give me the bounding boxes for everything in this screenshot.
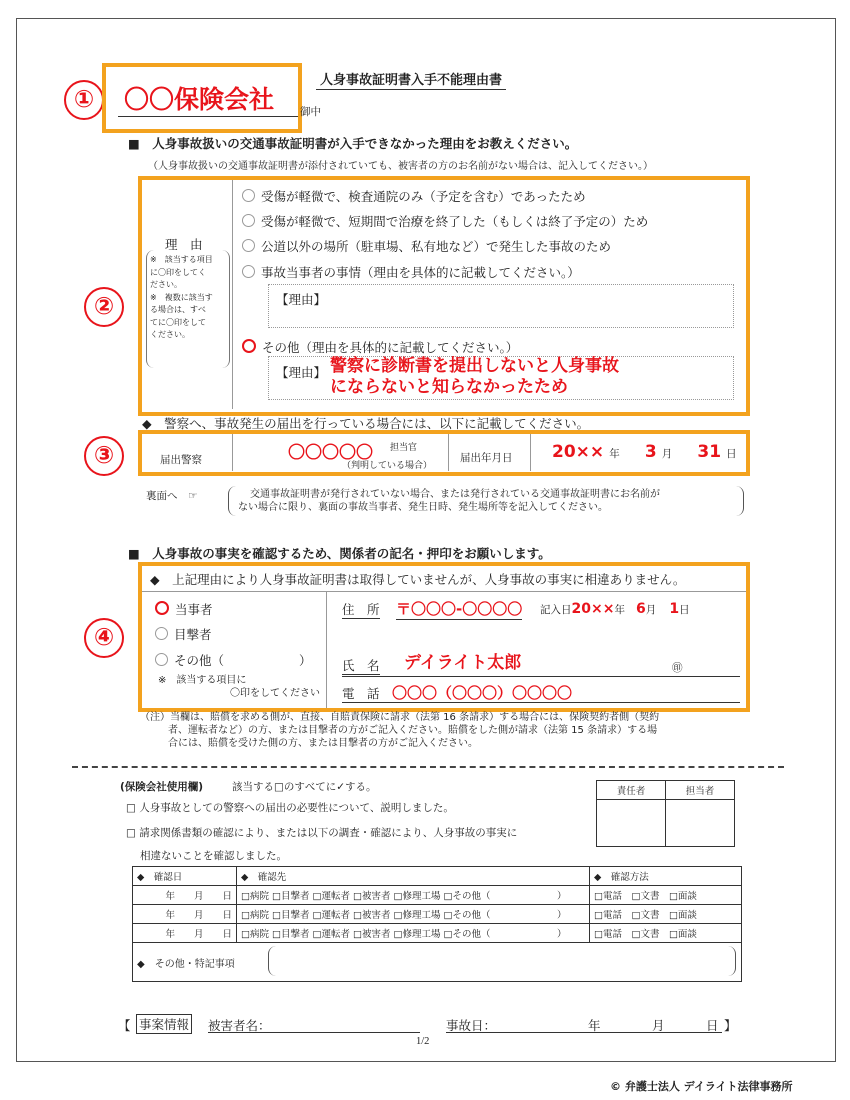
role-other[interactable]: その他（ ） <box>155 651 312 669</box>
seal-mark: ㊞ <box>672 662 683 674</box>
accident-underline <box>446 1032 722 1033</box>
other-notes-bracket <box>268 946 736 976</box>
resp-header-2: 担当者 <box>666 781 735 800</box>
table-row: 年 月 日 □病院 □目撃者 □運転者 □被害者 □修理工場 □その他（ ） □電話 □文書 □面談 <box>133 924 742 943</box>
phone-underline <box>342 702 740 703</box>
other-reason-label: 【理由】 <box>276 365 327 380</box>
phone-label: 電 話 <box>342 686 380 701</box>
reason-note: ※ 該当する項目 に〇印をしてく ださい。 ※ 複数に該当す る場合は、すべ てに〇印をして ください。 <box>150 255 213 339</box>
section1-heading: ■ 人身事故扱いの交通事故証明書が入手できなかった理由をお教えください。 <box>128 136 578 151</box>
footer-bracket-open: 【 <box>118 1018 131 1033</box>
case-info-label: 事案情報 <box>136 1014 192 1034</box>
role-witness[interactable]: 目撃者 <box>155 625 212 643</box>
police-divider-3 <box>530 434 531 471</box>
victim-underline <box>208 1032 420 1033</box>
name-value: デイライト太郎 <box>404 653 522 673</box>
col-date-header: ◆ 確認日 <box>133 867 237 886</box>
radio-circle[interactable] <box>242 189 255 202</box>
accident-date-label: 事故日： <box>446 1018 497 1033</box>
copyright: © 弁護士法人 デイライト法律事務所 <box>610 1080 793 1093</box>
entry-date: 記入日20××年 6月 1日 <box>540 601 690 617</box>
address-label: 住 所 <box>342 602 380 617</box>
police-divider-2 <box>448 434 449 471</box>
radio-circle[interactable] <box>155 627 168 640</box>
company-name: 〇〇保険会社 <box>124 85 275 114</box>
radio-circle-selected[interactable] <box>155 601 169 615</box>
reason-option-2[interactable]: 受傷が軽微で、短期間で治療を終了した（もしくは終了予定の）ため <box>242 212 648 230</box>
name-underline <box>342 676 740 677</box>
role-note: ※ 該当する項目に 〇印をしてください <box>158 675 320 699</box>
marker-2: ② <box>84 287 124 327</box>
insurer-check-2b: 相違ないことを確認しました。 <box>140 850 287 862</box>
accident-month-unit: 月 <box>652 1018 665 1033</box>
officer-label: 担当官 <box>390 443 418 453</box>
section1-note: （人身事故扱いの交通事故証明書が添付されていても、被害者の方のお名前がない場合は、記入してください。） <box>148 161 653 172</box>
officer-note: （判明している場合） <box>342 461 433 471</box>
reason-option-3[interactable]: 公道以外の場所（駐車場、私有地など）で発生した事故のため <box>242 237 611 255</box>
reason-divider <box>232 180 233 409</box>
marker-3: ③ <box>84 436 124 476</box>
section2-heading: ◆ 警察へ、事故発生の届出を行っている場合には、以下に記載してください。 <box>142 416 590 431</box>
company-underline <box>118 116 298 117</box>
statement-divider <box>142 591 746 592</box>
reason-option-1[interactable]: 受傷が軽微で、検査通院のみ（予定を含む）であったため <box>242 187 586 205</box>
cut-line <box>72 766 784 768</box>
back-label: 裏面へ ☞ <box>146 490 198 502</box>
date-label: 届出年月日 <box>460 452 513 464</box>
victim-label: 被害者名： <box>208 1018 271 1033</box>
table-row: 年 月 日 □病院 □目撃者 □運転者 □被害者 □修理工場 □その他（ ） □電話 □文書 □面談 <box>133 905 742 924</box>
police-divider-1 <box>232 434 233 471</box>
accident-day-unit: 日 <box>706 1018 719 1033</box>
responsible-table <box>596 780 735 847</box>
insurer-check-2[interactable]: □ 請求関係書類の確認により、または以下の調査・確認により、人身事故の事実に <box>126 827 518 839</box>
document-title: 人身事故証明書入手不能理由書 <box>316 69 506 90</box>
insurer-title: (保険会社使用欄) <box>120 781 204 793</box>
resp-cell-1[interactable] <box>597 800 666 847</box>
radio-circle[interactable] <box>155 653 168 666</box>
col-dest-header: ◆ 確認先 <box>237 867 590 886</box>
page-number: 1/2 <box>416 1036 430 1047</box>
name-label: 氏 名 <box>342 658 380 673</box>
witness-divider <box>326 592 327 708</box>
col-method-header: ◆ 確認方法 <box>590 867 742 886</box>
table-row: 年 月 日 □病院 □目撃者 □運転者 □被害者 □修理工場 □その他（ ） □電話 □文書 □面談 <box>133 886 742 905</box>
section3-heading: ■ 人身事故の事実を確認するため、関係者の記名・押印をお願いします。 <box>128 546 551 561</box>
reason-option-other[interactable]: その他（理由を具体的に記載してください。） <box>242 338 518 356</box>
footnote: （注）当欄は、賠償を求める側が、直接、自賠責保険に請求（法第 16 条請求）する場合には、保険契約者側（契約 者、運転者など）の方、または目撃者の方がご記入ください。賠償をした側が請求（法第 15 条請求）する場 合には、賠償を受けた側の方、または目撃者の方がご記入ください。 <box>140 712 660 749</box>
other-notes-cell[interactable]: ◆ その他・特記事項 <box>133 943 742 982</box>
reason-label: 理 由 <box>165 237 203 252</box>
resp-header-1: 責任者 <box>597 781 666 800</box>
radio-circle-selected[interactable] <box>242 339 256 353</box>
reason-box-label: 【理由】 <box>276 292 327 307</box>
accident-year-unit: 年 <box>588 1018 601 1033</box>
resp-cell-2[interactable] <box>666 800 735 847</box>
report-date: 20×× 年 3 月 31 日 <box>552 442 737 462</box>
marker-4: ④ <box>84 618 124 658</box>
other-reason-text: 警察に診断書を提出しないと人身事故 にならないと知らなかったため <box>330 356 619 397</box>
onchu-label: 御中 <box>300 106 321 118</box>
radio-circle[interactable] <box>242 214 255 227</box>
radio-circle[interactable] <box>242 239 255 252</box>
marker-1: ① <box>64 80 104 120</box>
reason-option-4[interactable]: 事故当事者の事情（理由を具体的に記載してください。） <box>242 263 580 281</box>
phone-value: 〇〇〇（〇〇〇）〇〇〇〇 <box>392 684 573 702</box>
back-note: 交通事故証明書が発行されていない場合、または発行されている交通事故証明書にお名前が ない場合に限り、裏面の事故当事者、発生日時、発生場所等を記入してください。 <box>238 489 660 513</box>
insurer-check-1[interactable]: □ 人身事故としての警察への届出の必要性について、説明しました。 <box>126 802 454 814</box>
insurer-instruction: 該当する□のすべてに✓する。 <box>232 781 377 793</box>
section3-statement: ◆ 上記理由により人身事故証明書は取得していませんが、人身事故の事実に相違ありません。 <box>150 572 686 587</box>
reason-text-box[interactable] <box>268 284 734 328</box>
footer-bracket-close: 】 <box>724 1018 737 1033</box>
radio-circle[interactable] <box>242 265 255 278</box>
police-label: 届出警察 <box>160 454 202 466</box>
officer-value: 〇〇〇〇〇 <box>288 443 373 463</box>
postal-code: 〒〇〇〇-〇〇〇〇 <box>396 600 523 618</box>
role-party[interactable]: 当事者 <box>155 600 213 618</box>
